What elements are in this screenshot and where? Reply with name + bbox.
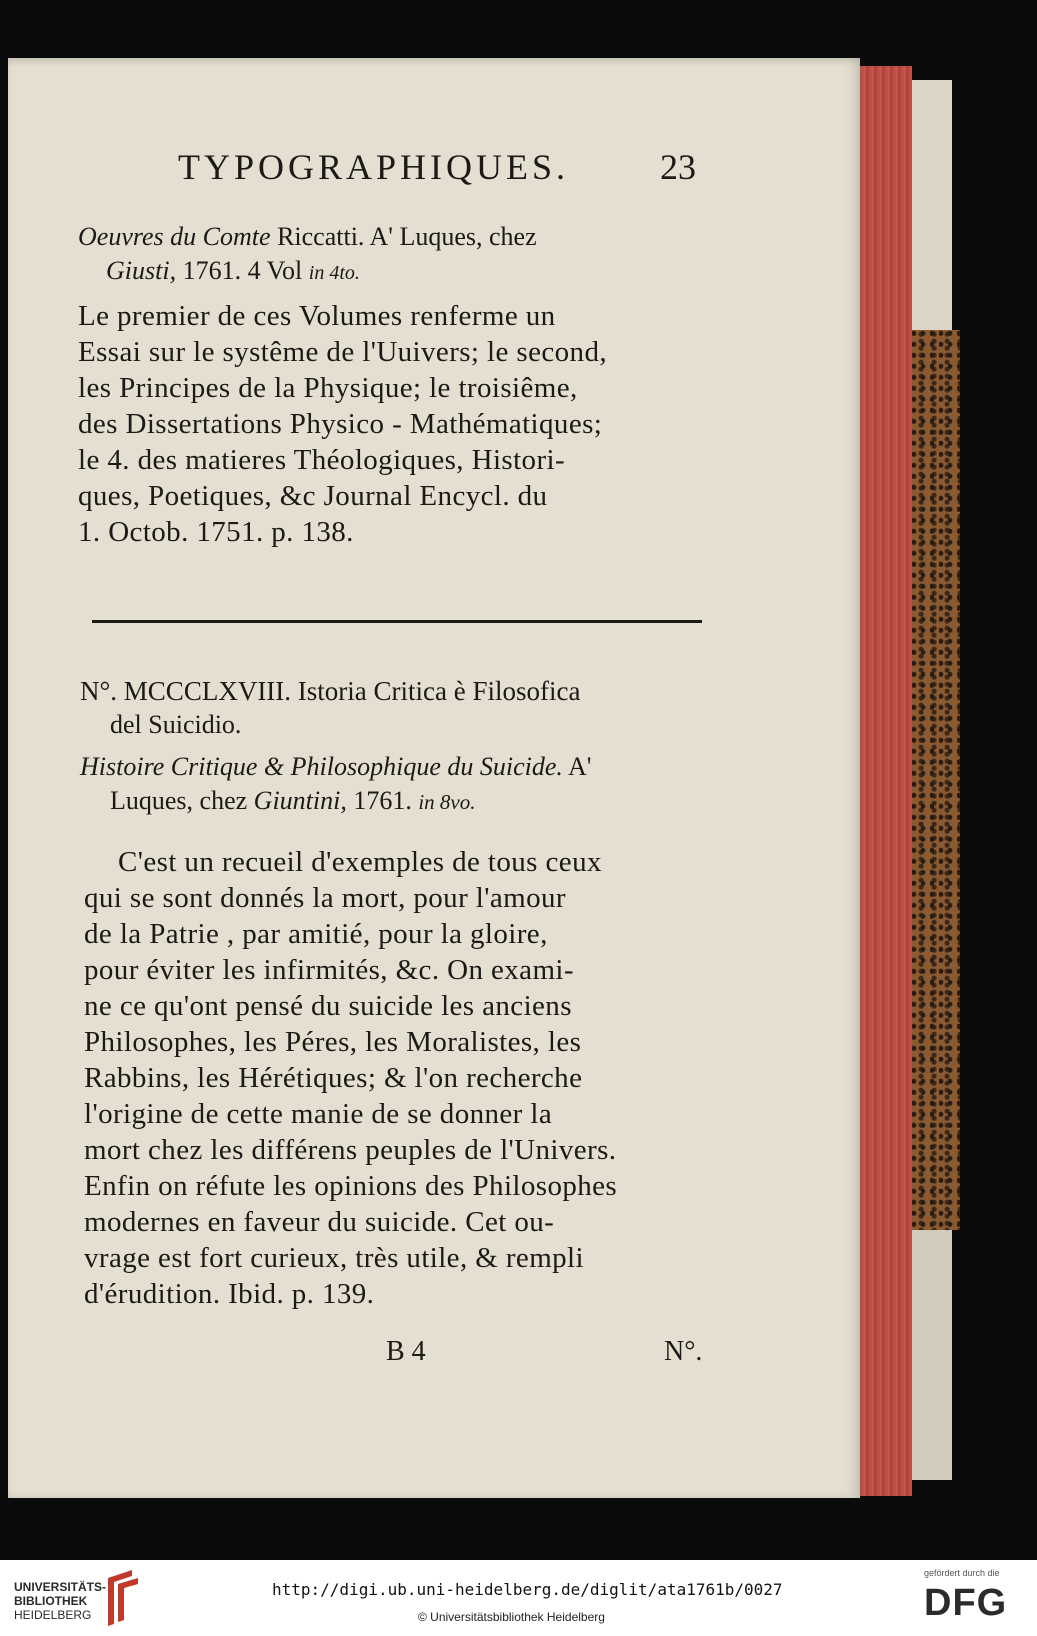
running-header: TYPOGRAPHIQUES. [178,147,570,187]
book-edge-bottom [912,1230,952,1480]
body2-line: mort chez les différens peuples de l'Univers. [84,1134,617,1166]
body1-line: ques, Poetiques, &c Journal Encycl. du [78,480,548,512]
body2-line: modernes en faveur du suicide. Cet ou- [84,1206,555,1238]
dfg-logo: DFG [924,1582,1008,1624]
body2-line: l'origine de cette manie de se donner la [84,1098,553,1130]
book-edge-marbled [912,330,960,1230]
body2-line: Enfin on réfute les opinions des Philosophes [84,1170,618,1202]
section-rule [92,620,702,623]
body1-line: Essai sur le systême de l'Uuivers; le second, [78,336,607,368]
library-logo-icon [104,1568,144,1633]
entry2-number: N°. MCCCLXVIII. [80,676,292,706]
signature-mark: B 4 [386,1336,426,1367]
entry1-date-volumes: 1761. 4 Vol [176,256,309,285]
body1-line: des Dissertations Physico - Mathématiques; [78,408,603,440]
body2-line: ne ce qu'ont pensé du suicide les anciens [84,990,572,1022]
library-name-line3: HEIDELBERG [14,1608,92,1622]
entry1-title-italic: Oeuvres du Comte [78,222,271,251]
entry2-french-title [80,752,591,782]
entry1-format: in 4to. [308,262,360,284]
body2-line: Rabbins, les Hérétiques; & l'on recherche [84,1062,583,1094]
body1-line: 1. Octob. 1751. p. 138. [78,516,354,548]
book-edge-top [912,80,952,330]
funding-note: gefördert durch die [924,1568,1000,1578]
permalink-url[interactable]: http://digi.ub.uni-heidelberg.de/diglit/ata1761b/0027 [272,1580,783,1599]
copyright-notice: © Universitätsbibliothek Heidelberg [418,1610,605,1624]
entry2-heading [80,676,580,707]
body1-line: le 4. des matieres Théologiques, Histori- [78,444,566,476]
body2-line: d'érudition. Ibid. p. 139. [84,1278,375,1310]
entry2-imprint-publisher: Giuntini, [253,786,347,815]
entry2-french-title-roman: A' [562,752,592,781]
entry1-publisher: Giusti, [106,256,177,285]
library-name-line1: UNIVERSITÄTS- [14,1580,107,1594]
library-name-line2: BIBLIOTHEK [14,1594,88,1608]
entry1-title [78,222,537,252]
entry2-italian-title: Istoria Critica è Filosofica [291,676,581,706]
page-edges-red [854,66,912,1496]
catchword: N°. [664,1336,703,1367]
body2-line: de la Patrie , par amitié, pour la gloire, [84,918,548,950]
body2-line: pour éviter les infirmités, &c. On exami- [84,954,574,986]
entry1-imprint [106,256,360,286]
entry1-title-roman: Riccatti. A' Luques, chez [270,222,537,251]
body2-line: qui se sont donnés la mort, pour l'amour [84,882,566,914]
body2-line: vrage est fort curieux, très utile, & rempli [84,1242,584,1274]
body1-line: Le premier de ces Volumes renferme un [78,300,556,332]
entry2-french-title-italic: Histoire Critique & Philosophique du Suicide. [80,752,563,781]
entry2-imprint [110,786,476,816]
body2-line: Philosophes, les Péres, les Moralistes, les [84,1026,582,1058]
entry2-imprint-format: in 8vo. [418,790,476,814]
page-number: 23 [660,147,696,187]
library-logo-text [14,1580,106,1622]
entry2-italian-title-cont: del Suicidio. [110,710,242,739]
entry2-imprint-place: Luques, chez [110,786,254,815]
entry2-imprint-year: 1761. [346,786,419,815]
body1-line: les Principes de la Physique; le troisiême, [78,372,578,404]
body2-line: C'est un recueil d'exemples de tous ceux [118,846,602,878]
